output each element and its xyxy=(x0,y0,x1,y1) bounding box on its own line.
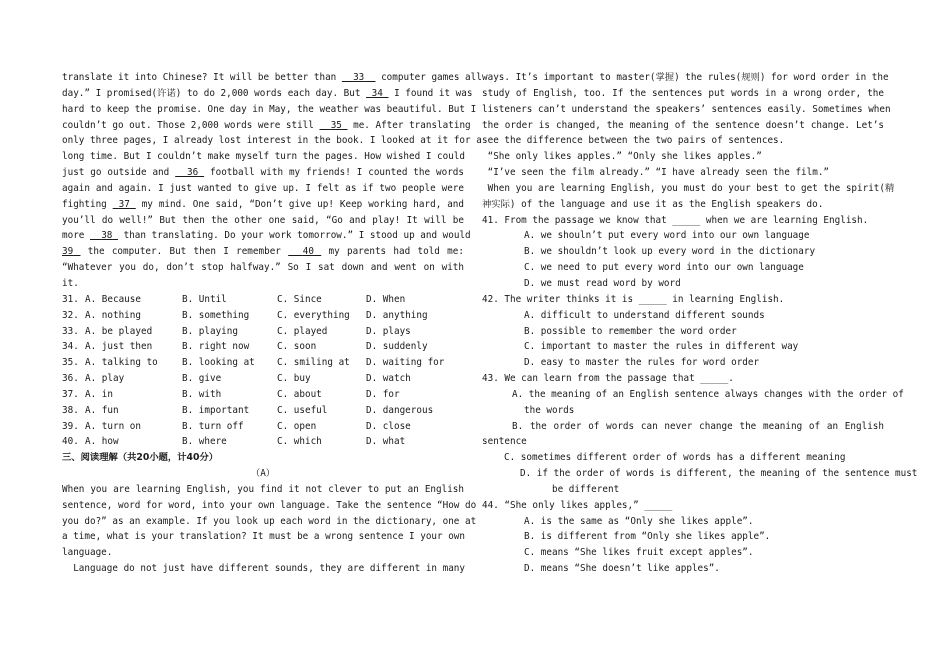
option-d: D. dangerous xyxy=(366,404,434,416)
option-d: D. When xyxy=(366,293,406,305)
passage-line: “She only likes apples.” “Only she likes apples.” xyxy=(482,151,762,163)
option-b: B. with xyxy=(182,388,222,400)
question-41 xyxy=(482,213,884,292)
answer-option: B. is different from “Only she likes apple”. xyxy=(524,531,771,543)
passage-line: hard to keep the promise. One day in May, the weather was beautiful. But I xyxy=(62,103,477,115)
passage-line: a time, what is your translation? It must be a wrong sentence I your own xyxy=(62,531,465,543)
cloze-options xyxy=(62,292,464,450)
option-d: D. suddenly xyxy=(366,341,428,353)
question-number: 31. xyxy=(62,293,79,305)
answer-option: D. if the order of words is different, the meaning of the sentence must xyxy=(520,468,918,480)
blank-37: 37 xyxy=(118,198,130,210)
option-c: C. open xyxy=(277,420,317,432)
passage-label: （A） xyxy=(250,468,276,480)
option-b: B. give xyxy=(182,373,222,385)
passage-line: day.” I promised(许诺) to do 2,000 words each day. But 34 I found it was xyxy=(62,87,473,99)
passage-line: ways. It’s important to master(掌握) the rules(规则) for word order in the xyxy=(482,72,889,83)
answer-option: D. means “She doesn’t like apples”. xyxy=(524,563,720,575)
cloze-option-row xyxy=(62,419,464,435)
passage-line: just go outside and 36 football with my friends! I counted the words xyxy=(62,167,464,179)
passage-line: more 38 than translating. Do your work tomorrow.” I stood up and would xyxy=(62,230,471,242)
passage-line: again and again. I just wanted to give up. I felt as if two people were xyxy=(62,182,464,194)
option-d: D. what xyxy=(366,436,406,448)
blank-35: 35 xyxy=(330,119,342,131)
option-c: C. soon xyxy=(277,341,317,353)
blank-36: 36 xyxy=(186,167,199,179)
passage-line: long time. But I couldn’t make myself turn the pages. How wished I could xyxy=(62,151,465,163)
cloze-option-row xyxy=(62,403,464,419)
cloze-option-row xyxy=(62,339,464,355)
answer-option: C. sometimes different order of words has a different meaning xyxy=(504,452,846,464)
question-number: 34. xyxy=(62,341,79,353)
cloze-option-row xyxy=(62,308,464,324)
option-c: C. buy xyxy=(277,373,311,385)
option-a: A. fun xyxy=(85,404,119,416)
answer-option: A. we shouln’t put every word into our own language xyxy=(524,230,810,242)
cloze-option-row xyxy=(62,387,464,403)
option-c: C. useful xyxy=(277,404,328,416)
option-b: B. turn off xyxy=(182,420,244,432)
option-a: A. Because xyxy=(85,293,141,305)
answer-option: A. the meaning of an English sentence always changes with the order of xyxy=(512,388,904,400)
right-column xyxy=(482,70,918,577)
option-a: A. talking to xyxy=(85,357,158,369)
passage-line: translate it into Chinese? It will be better than 33 computer games all xyxy=(62,72,482,83)
option-b: B. where xyxy=(182,436,227,448)
section-heading: 三、阅读理解（共20小题，计40分） xyxy=(62,452,219,464)
question-number: 39. xyxy=(62,420,79,432)
question-42 xyxy=(482,292,884,371)
blank-33: 33 xyxy=(353,72,365,83)
option-c: C. smiling at xyxy=(277,357,350,369)
cloze-option-row xyxy=(62,434,464,450)
option-b: B. something xyxy=(182,309,250,321)
passage-line: language. xyxy=(62,547,113,559)
answer-option: C. important to master the rules in different way xyxy=(524,341,799,353)
option-a: A. just then xyxy=(85,341,153,353)
question-number: 38. xyxy=(62,404,79,416)
option-c: C. everything xyxy=(277,309,350,321)
blank-39: 39 xyxy=(62,246,74,258)
question-number: 36. xyxy=(62,373,79,385)
blank-40: 40 xyxy=(302,246,314,258)
passage-line: fighting 37 my mind. One said, “Don’t give up! Keep working hard, and xyxy=(62,198,465,210)
option-c: C. about xyxy=(277,388,322,400)
answer-option-cont: be different xyxy=(552,483,620,495)
cloze-option-row xyxy=(62,371,464,387)
question-44 xyxy=(482,498,884,577)
passage-line: 39 the computer. But then I remember 40 my parents had told me: xyxy=(62,246,464,258)
option-c: C. played xyxy=(277,325,328,337)
answer-option: D. easy to master the rules for word order xyxy=(524,357,760,369)
left-column xyxy=(62,70,482,577)
cloze-option-row xyxy=(62,292,464,308)
question-43 xyxy=(482,371,918,498)
answer-option: C. we need to put every word into our own language xyxy=(524,262,804,274)
question-number: 33. xyxy=(62,325,79,337)
option-a: A. how xyxy=(85,436,119,448)
blank-38: 38 xyxy=(101,230,113,242)
passage-line: “I’ve seen the film already.” “I have already seen the film.” xyxy=(482,167,830,179)
cloze-option-row xyxy=(62,324,464,340)
passage-line: you do?” as an example. If you look up each word in the dictionary, one at xyxy=(62,515,477,527)
passage-line: it. xyxy=(62,277,79,289)
option-d: D. waiting for xyxy=(366,357,445,369)
option-c: C. which xyxy=(277,436,322,448)
question-stem: 41. From the passage we know that _____ when we are learning English. xyxy=(482,214,869,226)
question-stem: 42. The writer thinks it is _____ in learning English. xyxy=(482,293,785,305)
question-stem: 43. We can learn from the passage that _____. xyxy=(482,373,734,385)
option-a: A. in xyxy=(85,388,113,400)
answer-option: C. means “She likes fruit except apples”. xyxy=(524,547,754,559)
reading-passage-right xyxy=(482,70,895,213)
passage-line: the order is changed, the meaning of the sentence doesn’t change. Let’s xyxy=(482,119,884,131)
option-b: B. looking at xyxy=(182,357,255,369)
passage-line: “Whatever you do, don’t stop halfway.” So I sat down and went on with xyxy=(62,262,464,274)
question-number: 32. xyxy=(62,309,79,321)
passage-line: When you are learning English, you must do your best to get the spirit(精 xyxy=(482,182,895,194)
option-a: A. be played xyxy=(85,325,153,337)
passage-line: sentence, word for word, into your own language. Take the sentence “How do xyxy=(62,499,477,511)
option-d: D. plays xyxy=(366,325,411,337)
passage-line: Language do not just have different sounds, they are different in many xyxy=(62,563,465,575)
answer-option: A. is the same as “Only she likes apple”. xyxy=(524,515,754,527)
option-d: D. anything xyxy=(366,309,428,321)
option-b: B. right now xyxy=(182,341,250,353)
option-b: B. playing xyxy=(182,325,238,337)
passage-line: When you are learning English, you find it not clever to put an English xyxy=(62,483,464,495)
reading-passage-left xyxy=(62,482,477,577)
passage-line: only three pages, I already lost interest in the book. I looked at it for a xyxy=(62,135,482,147)
answer-option: B. possible to remember the word order xyxy=(524,325,737,337)
option-d: D. watch xyxy=(366,373,411,385)
option-a: A. play xyxy=(85,373,125,385)
option-a: A. nothing xyxy=(85,309,141,321)
passage-line: listeners can’t understand the speakers’ sentences easily. Sometimes when xyxy=(482,103,891,115)
answer-option: B. the order of words can never change the meaning of an English xyxy=(512,420,884,432)
question-number: 35. xyxy=(62,357,79,369)
option-a: A. turn on xyxy=(85,420,141,432)
question-number: 40. xyxy=(62,436,79,448)
question-number: 37. xyxy=(62,388,79,400)
passage-line: couldn’t go out. Those 2,000 words were still 35 me. After translating xyxy=(62,119,471,131)
blank-34: 34 xyxy=(371,87,383,99)
option-b: B. important xyxy=(182,404,250,416)
answer-option-cont: the words xyxy=(524,404,575,416)
answer-option: D. we must read word by word xyxy=(524,277,681,289)
answer-option-cont: sentence xyxy=(482,436,527,448)
option-b: B. Until xyxy=(182,293,227,305)
passage-line: you’ll do well!” But then the other one said, “Go and play! It will be xyxy=(62,214,464,226)
passage-line: see the difference between the two pairs of sentences. xyxy=(482,135,785,147)
answer-option: A. difficult to understand different sounds xyxy=(524,309,765,321)
cloze-option-row xyxy=(62,355,464,371)
option-d: D. for xyxy=(366,388,400,400)
option-c: C. Since xyxy=(277,293,322,305)
answer-option: B. we shouldn’t look up every word in the dictionary xyxy=(524,246,816,258)
question-stem: 44. “She only likes apples,” _____ xyxy=(482,499,673,511)
passage-line: study of English, too. If the sentences put words in a wrong order, the xyxy=(482,87,884,99)
passage-line: 神实际) of the language and use it as the English speakers do. xyxy=(482,198,824,210)
cloze-passage xyxy=(62,70,482,292)
option-d: D. close xyxy=(366,420,411,432)
